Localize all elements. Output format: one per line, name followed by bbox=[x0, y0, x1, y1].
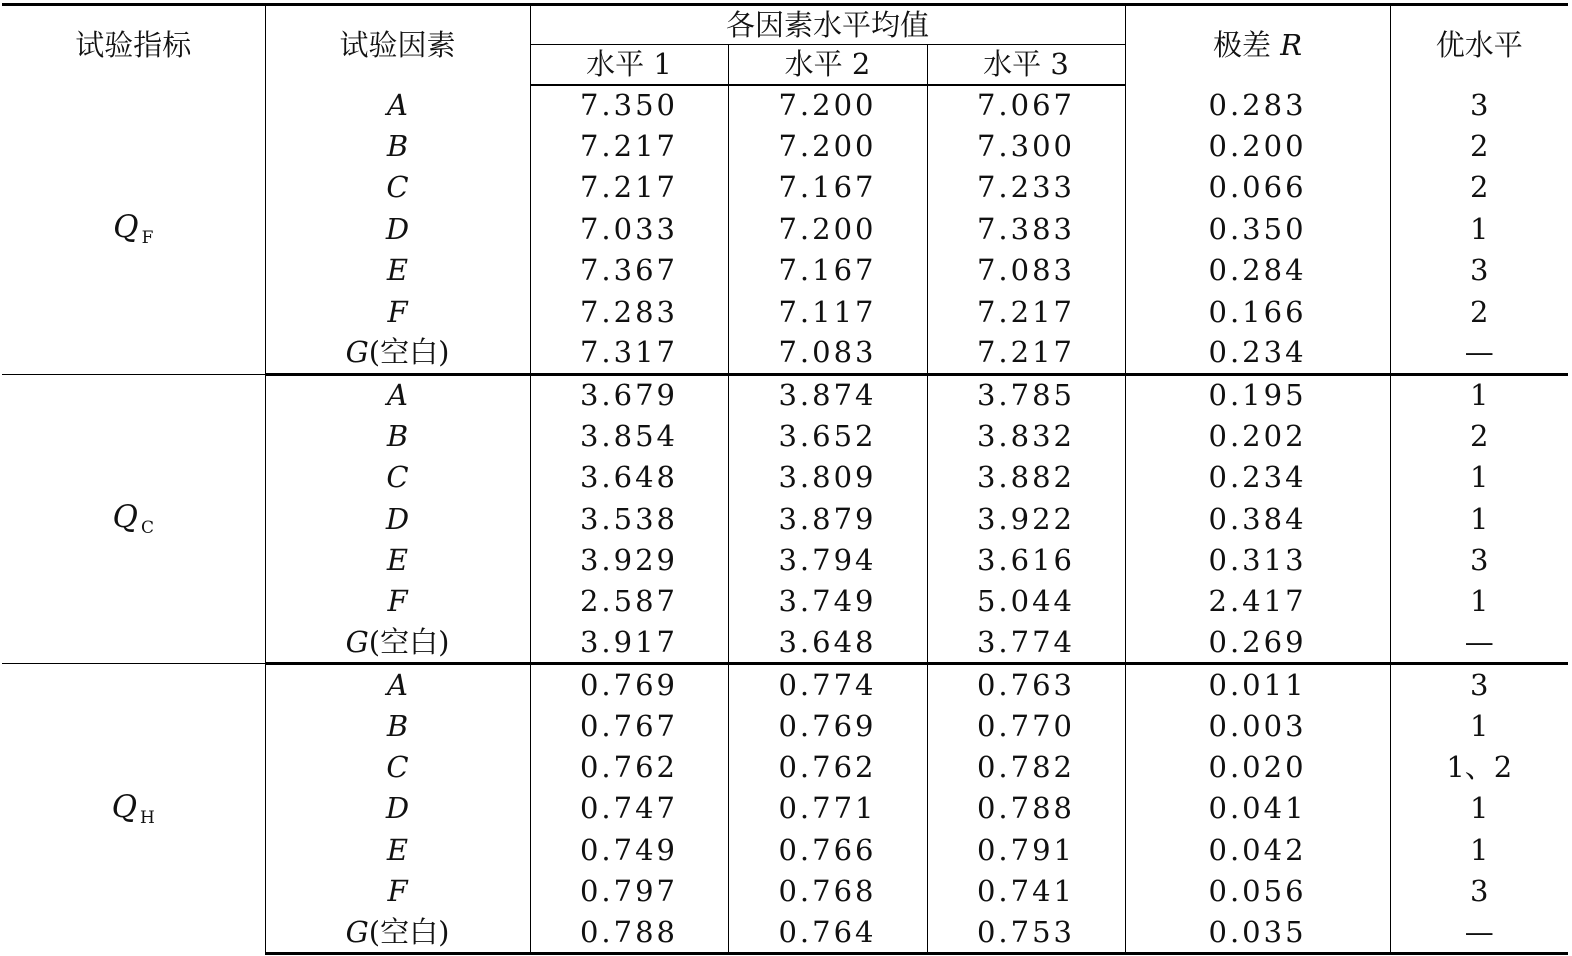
factor-cell bbox=[265, 374, 530, 415]
factor-label: C bbox=[386, 170, 409, 205]
level-1-value: 7.217 bbox=[530, 126, 728, 167]
level-1-value: 3.538 bbox=[530, 498, 728, 539]
optimal-level: 2 bbox=[1470, 418, 1489, 453]
level-2-value: 0.768 bbox=[728, 871, 927, 912]
level-2-value: 0.769 bbox=[728, 705, 927, 746]
optimal-level: 2 bbox=[1470, 294, 1489, 329]
factor-cell bbox=[265, 540, 530, 581]
range-value: 0.200 bbox=[1125, 126, 1390, 167]
header-level-means: 各因素水平均值 bbox=[530, 5, 1125, 45]
level-1-value: 0.747 bbox=[530, 788, 728, 829]
indicator-letter: Q bbox=[111, 788, 138, 825]
factor-cell bbox=[265, 705, 530, 746]
optimal-level: 1 bbox=[1470, 211, 1489, 246]
factor-cell bbox=[265, 871, 530, 912]
indicator-group bbox=[2, 374, 1568, 664]
optimal-level: 3 bbox=[1390, 664, 1568, 705]
factor-cell bbox=[265, 250, 530, 291]
optimal-level: 3 bbox=[1470, 87, 1489, 122]
factor-cell bbox=[265, 747, 530, 788]
level-3-value: 0.788 bbox=[927, 788, 1125, 829]
level-3-value: 0.763 bbox=[927, 664, 1125, 705]
range-value: 0.166 bbox=[1125, 291, 1390, 332]
range-value: 0.056 bbox=[1125, 871, 1390, 912]
optimal-level: 1 bbox=[1470, 501, 1489, 536]
range-value: 0.234 bbox=[1125, 457, 1390, 498]
factor-cell bbox=[265, 209, 530, 250]
optimal-level: 1、2 bbox=[1446, 749, 1513, 784]
factor-cell bbox=[265, 788, 530, 829]
optimal-level: 2 bbox=[1470, 129, 1489, 164]
level-3-value: 7.067 bbox=[927, 85, 1125, 126]
level-3-value: 0.753 bbox=[927, 912, 1125, 953]
level-3-value: 0.782 bbox=[927, 747, 1125, 788]
range-value: 0.350 bbox=[1125, 209, 1390, 250]
header-optimal: 优水平 bbox=[1390, 5, 1568, 85]
factor-note: (空白) bbox=[368, 914, 450, 949]
level-3-value: 3.774 bbox=[927, 623, 1125, 664]
indicator-group bbox=[2, 85, 1568, 375]
level-1-value: 7.033 bbox=[530, 209, 728, 250]
level-2-value: 7.167 bbox=[728, 167, 927, 208]
factor-cell bbox=[265, 623, 530, 664]
level-3-value: 3.832 bbox=[927, 416, 1125, 457]
level-1-value: 7.317 bbox=[530, 333, 728, 374]
factor-cell bbox=[265, 912, 530, 953]
factor-label: C bbox=[386, 749, 409, 784]
range-value: 0.269 bbox=[1125, 623, 1390, 664]
range-value: 0.283 bbox=[1125, 85, 1390, 126]
factor-cell bbox=[265, 457, 530, 498]
level-3-value: 3.616 bbox=[927, 540, 1125, 581]
range-value: 0.284 bbox=[1125, 250, 1390, 291]
level-2-value: 7.083 bbox=[728, 333, 927, 374]
level-3-value: 7.233 bbox=[927, 167, 1125, 208]
range-analysis-table bbox=[2, 3, 1568, 955]
level-3-value: 7.083 bbox=[927, 250, 1125, 291]
table-row bbox=[2, 374, 1568, 415]
level-2-value: 3.809 bbox=[728, 457, 927, 498]
level-1-value: 0.767 bbox=[530, 705, 728, 746]
indicator-subscript: C bbox=[140, 517, 154, 538]
level-1-value: 3.917 bbox=[530, 623, 728, 664]
factor-cell bbox=[265, 830, 530, 871]
range-value: 0.035 bbox=[1125, 912, 1390, 953]
level-2-value: 3.648 bbox=[728, 623, 927, 664]
level-2-value: 7.167 bbox=[728, 250, 927, 291]
optimal-level: 3 bbox=[1470, 253, 1489, 288]
level-3-value: 0.741 bbox=[927, 871, 1125, 912]
optimal-level: — bbox=[1390, 333, 1568, 374]
optimal-level: 1 bbox=[1470, 791, 1489, 826]
factor-cell bbox=[265, 333, 530, 374]
level-3-value: 5.044 bbox=[927, 581, 1125, 622]
level-3-value: 7.217 bbox=[927, 291, 1125, 332]
factor-label: A bbox=[387, 667, 408, 702]
factor-cell bbox=[265, 167, 530, 208]
factor-cell bbox=[265, 664, 530, 705]
factor-label: B bbox=[386, 418, 409, 453]
indicator-cell bbox=[2, 374, 265, 664]
indicator-cell bbox=[2, 85, 265, 375]
level-1-value: 3.648 bbox=[530, 457, 728, 498]
level-2-value: 0.762 bbox=[728, 747, 927, 788]
level-1-value: 3.854 bbox=[530, 416, 728, 457]
header-range-text: 极差 bbox=[1212, 27, 1281, 62]
factor-note: (空白) bbox=[368, 335, 450, 370]
range-value: 0.195 bbox=[1125, 374, 1390, 415]
level-3-value: 3.785 bbox=[927, 374, 1125, 415]
indicator-subscript: F bbox=[141, 227, 154, 248]
factor-label: F bbox=[387, 294, 408, 329]
indicator-letter: Q bbox=[113, 208, 139, 245]
optimal-level: 2 bbox=[1470, 170, 1489, 205]
level-2-value: 0.764 bbox=[728, 912, 927, 953]
range-value: 0.042 bbox=[1125, 830, 1390, 871]
factor-label: G bbox=[345, 335, 369, 370]
level-1-value: 0.797 bbox=[530, 871, 728, 912]
level-3-value: 3.882 bbox=[927, 457, 1125, 498]
factor-label: C bbox=[386, 460, 409, 495]
optimal-level: 1 bbox=[1470, 708, 1489, 743]
level-2-value: 3.879 bbox=[728, 498, 927, 539]
level-3-value: 7.217 bbox=[927, 333, 1125, 374]
range-value: 0.066 bbox=[1125, 167, 1390, 208]
optimal-level: 3 bbox=[1470, 542, 1489, 577]
optimal-level: 1 bbox=[1470, 584, 1489, 619]
table-row bbox=[2, 664, 1568, 705]
optimal-level: — bbox=[1390, 912, 1568, 953]
level-2-value: 3.794 bbox=[728, 540, 927, 581]
factor-cell bbox=[265, 85, 530, 126]
optimal-level: 1 bbox=[1470, 832, 1489, 867]
factor-cell bbox=[265, 581, 530, 622]
level-3-value: 7.300 bbox=[927, 126, 1125, 167]
level-1-value: 0.788 bbox=[530, 912, 728, 953]
factor-label: E bbox=[386, 542, 409, 577]
level-2-value: 3.749 bbox=[728, 581, 927, 622]
factor-note: (空白) bbox=[368, 625, 450, 660]
indicator-cell bbox=[2, 664, 265, 954]
level-2-value: 0.771 bbox=[728, 788, 927, 829]
level-1-value: 0.769 bbox=[530, 664, 728, 705]
level-1-value: 2.587 bbox=[530, 581, 728, 622]
level-2-value: 3.874 bbox=[728, 374, 927, 415]
factor-label: A bbox=[387, 87, 408, 122]
header-indicator: 试验指标 bbox=[2, 5, 265, 85]
factor-cell bbox=[265, 498, 530, 539]
optimal-level: 1 bbox=[1470, 460, 1489, 495]
level-1-value: 0.749 bbox=[530, 830, 728, 871]
factor-label: A bbox=[387, 378, 408, 413]
range-value: 0.313 bbox=[1125, 540, 1390, 581]
level-2-value: 0.766 bbox=[728, 830, 927, 871]
factor-label: G bbox=[345, 625, 369, 660]
header-factor: 试验因素 bbox=[265, 5, 530, 85]
level-1-value: 7.283 bbox=[530, 291, 728, 332]
factor-label: E bbox=[386, 832, 409, 867]
header-level-3: 水平 3 bbox=[927, 45, 1125, 85]
indicator-letter: Q bbox=[112, 498, 138, 535]
factor-cell bbox=[265, 126, 530, 167]
level-3-value: 3.922 bbox=[927, 498, 1125, 539]
indicator-subscript: H bbox=[140, 807, 155, 828]
factor-label: B bbox=[386, 708, 409, 743]
range-value: 0.041 bbox=[1125, 788, 1390, 829]
indicator-symbol bbox=[113, 208, 154, 248]
factor-label: E bbox=[386, 253, 409, 288]
range-value: 0.003 bbox=[1125, 705, 1390, 746]
indicator-symbol bbox=[112, 498, 154, 538]
optimal-level: — bbox=[1390, 623, 1568, 664]
level-1-value: 0.762 bbox=[530, 747, 728, 788]
level-1-value: 3.679 bbox=[530, 374, 728, 415]
factor-cell bbox=[265, 416, 530, 457]
header-level-1: 水平 1 bbox=[530, 45, 728, 85]
optimal-level: 3 bbox=[1470, 874, 1489, 909]
range-value: 0.384 bbox=[1125, 498, 1390, 539]
header-range bbox=[1125, 5, 1390, 85]
indicator-group bbox=[2, 664, 1568, 954]
factor-label: F bbox=[387, 874, 408, 909]
header-level-2: 水平 2 bbox=[728, 45, 927, 85]
factor-label: D bbox=[385, 791, 410, 826]
level-1-value: 7.367 bbox=[530, 250, 728, 291]
level-2-value: 7.200 bbox=[728, 85, 927, 126]
factor-label: D bbox=[385, 501, 410, 536]
range-value: 2.417 bbox=[1125, 581, 1390, 622]
header-range-symbol: R bbox=[1280, 27, 1303, 62]
factor-cell bbox=[265, 291, 530, 332]
table-header bbox=[2, 5, 1568, 85]
factor-label: B bbox=[386, 129, 409, 164]
range-value: 0.011 bbox=[1125, 664, 1390, 705]
level-1-value: 7.350 bbox=[530, 85, 728, 126]
range-value: 0.202 bbox=[1125, 416, 1390, 457]
factor-label: G bbox=[345, 914, 369, 949]
level-3-value: 7.383 bbox=[927, 209, 1125, 250]
level-3-value: 0.791 bbox=[927, 830, 1125, 871]
indicator-symbol bbox=[111, 788, 155, 828]
level-2-value: 7.200 bbox=[728, 126, 927, 167]
level-1-value: 3.929 bbox=[530, 540, 728, 581]
factor-label: D bbox=[385, 211, 410, 246]
level-1-value: 7.217 bbox=[530, 167, 728, 208]
table-row bbox=[2, 85, 1568, 126]
level-2-value: 0.774 bbox=[728, 664, 927, 705]
range-value: 0.020 bbox=[1125, 747, 1390, 788]
level-2-value: 7.200 bbox=[728, 209, 927, 250]
factor-label: F bbox=[387, 584, 408, 619]
level-2-value: 7.117 bbox=[728, 291, 927, 332]
optimal-level: 1 bbox=[1390, 374, 1568, 415]
level-2-value: 3.652 bbox=[728, 416, 927, 457]
level-3-value: 0.770 bbox=[927, 705, 1125, 746]
range-value: 0.234 bbox=[1125, 333, 1390, 374]
